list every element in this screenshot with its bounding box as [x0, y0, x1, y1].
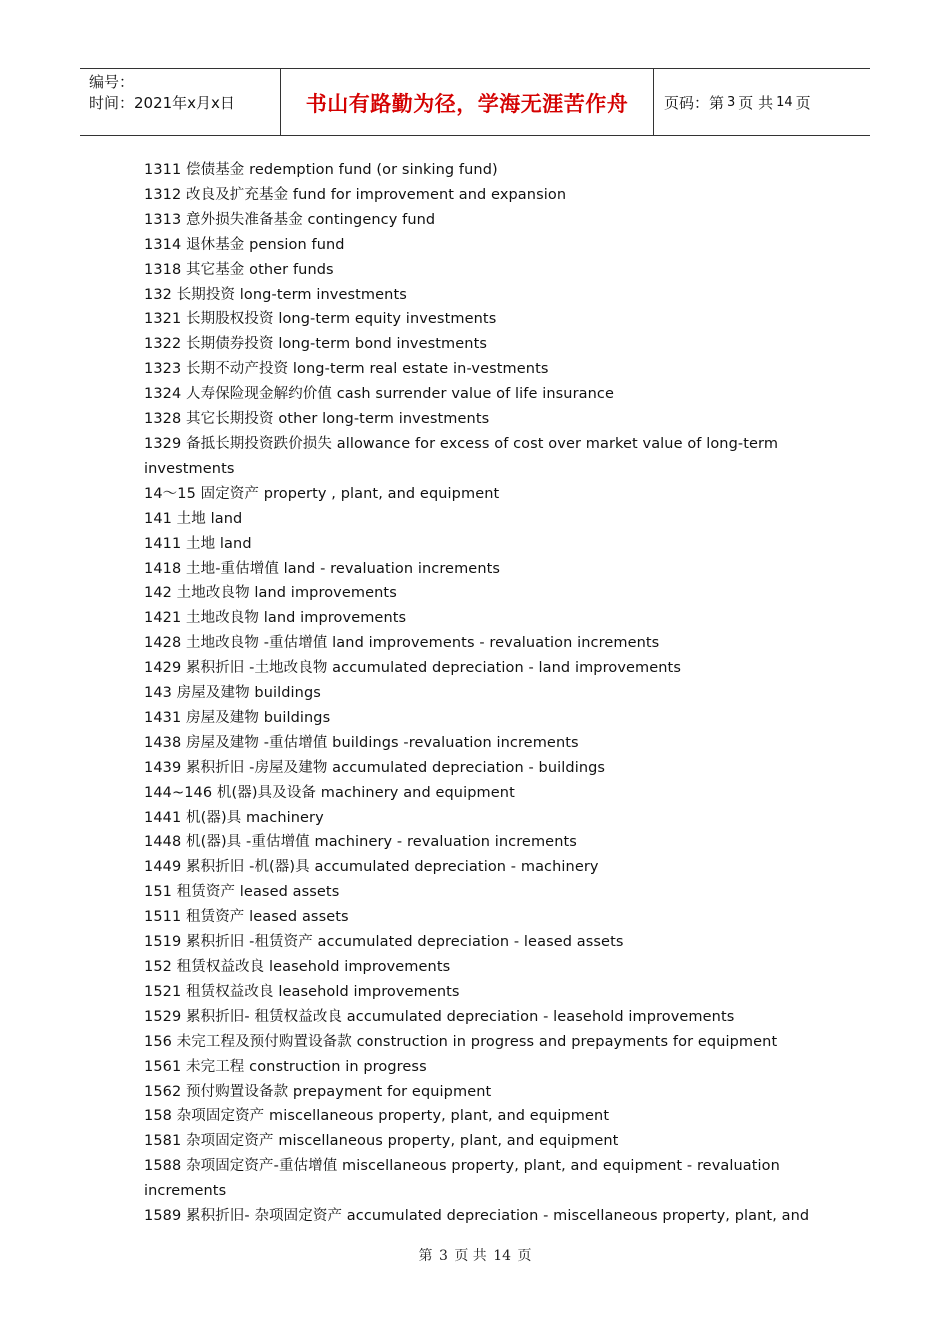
- page-suffix: 页: [795, 93, 811, 112]
- account-line: 1328 其它长期投资 other long-term investments: [144, 411, 490, 428]
- account-line: 156 未完工程及预付购置设备款 construction in progress and prepayments for equipment: [144, 1033, 778, 1050]
- footer-current: 3: [438, 1248, 448, 1264]
- footer-prefix: 第: [418, 1248, 433, 1264]
- account-line: 1448 机(器)具 -重估增值 machinery - revaluation increments: [144, 834, 577, 851]
- account-line: 151 租赁资产 leased assets: [144, 884, 340, 901]
- account-line: 1411 土地 land: [144, 535, 252, 552]
- account-line: 1321 长期股权投资 long-term equity investments: [144, 311, 497, 328]
- page-current: 3: [727, 94, 736, 110]
- account-line: 144~146 机(器)具及设备 machinery and equipment: [144, 784, 515, 801]
- account-line: 152 租赁权益改良 leasehold improvements: [144, 959, 451, 975]
- account-line: 1431 房屋及建物 buildings: [144, 709, 331, 726]
- account-line: 1418 土地-重估增值 land - revaluation increments: [144, 560, 501, 577]
- account-line: 1562 预付购置设备款 prepayment for equipment: [144, 1083, 492, 1100]
- account-line: 1519 累积折旧 -租赁资产 accumulated depreciation - leased assets: [144, 934, 624, 951]
- account-line: 1311 偿债基金 redemption fund (or sinking fund): [144, 162, 498, 178]
- page-prefix: 页码：第: [664, 93, 725, 112]
- account-line: 1511 租赁资产 leased assets: [144, 909, 349, 926]
- account-line: 1318 其它基金 other funds: [144, 261, 334, 278]
- account-line: 1314 退休基金 pension fund: [144, 236, 345, 253]
- page-total: 14: [776, 94, 793, 110]
- doc-time-label: 时间：2021年x月x日: [89, 94, 235, 112]
- page-header: [80, 68, 870, 136]
- account-line: 1521 租赁权益改良 leasehold improvements: [144, 983, 460, 1000]
- account-line: 1312 改良及扩充基金 fund for improvement and expansion: [144, 186, 567, 203]
- account-line: 1589 累积折旧- 杂项固定资产 accumulated depreciation - miscellaneous property, plant, and: [144, 1208, 810, 1225]
- account-line: 1441 机(器)具 machinery: [144, 809, 324, 826]
- account-line: 1323 长期不动产投资 long-term real estate in-vestments: [144, 361, 549, 378]
- account-line: 1449 累积折旧 -机(器)具 accumulated depreciation - machinery: [144, 859, 599, 876]
- footer-total: 14: [493, 1248, 512, 1264]
- account-line: 142 土地改良物 land improvements: [144, 585, 397, 602]
- account-line: 1329 备抵长期投资跌价损失 allowance for excess of cost over market value of long-term investments: [144, 435, 779, 477]
- header-page-info: [654, 69, 870, 135]
- account-line: 143 房屋及建物 buildings: [144, 685, 321, 702]
- account-line: 1421 土地改良物 land improvements: [144, 610, 407, 627]
- account-line: 1428 土地改良物 -重估增值 land improvements - revaluation increments: [144, 635, 660, 652]
- header-motto-cell: [281, 69, 654, 135]
- account-line: 132 长期投资 long-term investments: [144, 286, 407, 303]
- account-line: 1529 累积折旧- 租赁权益改良 accumulated depreciation - leasehold improvements: [144, 1008, 735, 1025]
- account-line: 1313 意外损失准备基金 contingency fund: [144, 211, 436, 228]
- account-line: 1581 杂项固定资产 miscellaneous property, plant, and equipment: [144, 1133, 619, 1150]
- account-line: 158 杂项固定资产 miscellaneous property, plant, and equipment: [144, 1108, 610, 1125]
- account-line: 1438 房屋及建物 -重估增值 buildings -revaluation increments: [144, 734, 579, 751]
- account-list: [144, 158, 810, 1229]
- account-line: 1439 累积折旧 -房屋及建物 accumulated depreciation - buildings: [144, 759, 606, 776]
- page-footer: [0, 1245, 950, 1265]
- account-line: 141 土地 land: [144, 510, 243, 527]
- page-mid: 页 共: [738, 93, 774, 112]
- doc-id-label: 编号：: [89, 73, 135, 91]
- account-line: 1324 人寿保险现金解约价值 cash surrender value of life insurance: [144, 386, 615, 403]
- account-line: 1561 未完工程 construction in progress: [144, 1058, 427, 1075]
- header-motto: 书山有路勤为径，学海无涯苦作舟: [305, 92, 629, 116]
- account-line: 14～15 固定资产 property , plant, and equipment: [144, 485, 500, 502]
- footer-mid: 页 共: [454, 1248, 487, 1264]
- footer-suffix: 页: [517, 1248, 532, 1264]
- header-meta: [80, 69, 281, 135]
- account-line: 1429 累积折旧 -土地改良物 accumulated depreciation - land improvements: [144, 660, 681, 677]
- account-line: 1588 杂项固定资产-重估增值 miscellaneous property, plant, and equipment - revaluation increments: [144, 1158, 780, 1200]
- account-line: 1322 长期债券投资 long-term bond investments: [144, 336, 488, 353]
